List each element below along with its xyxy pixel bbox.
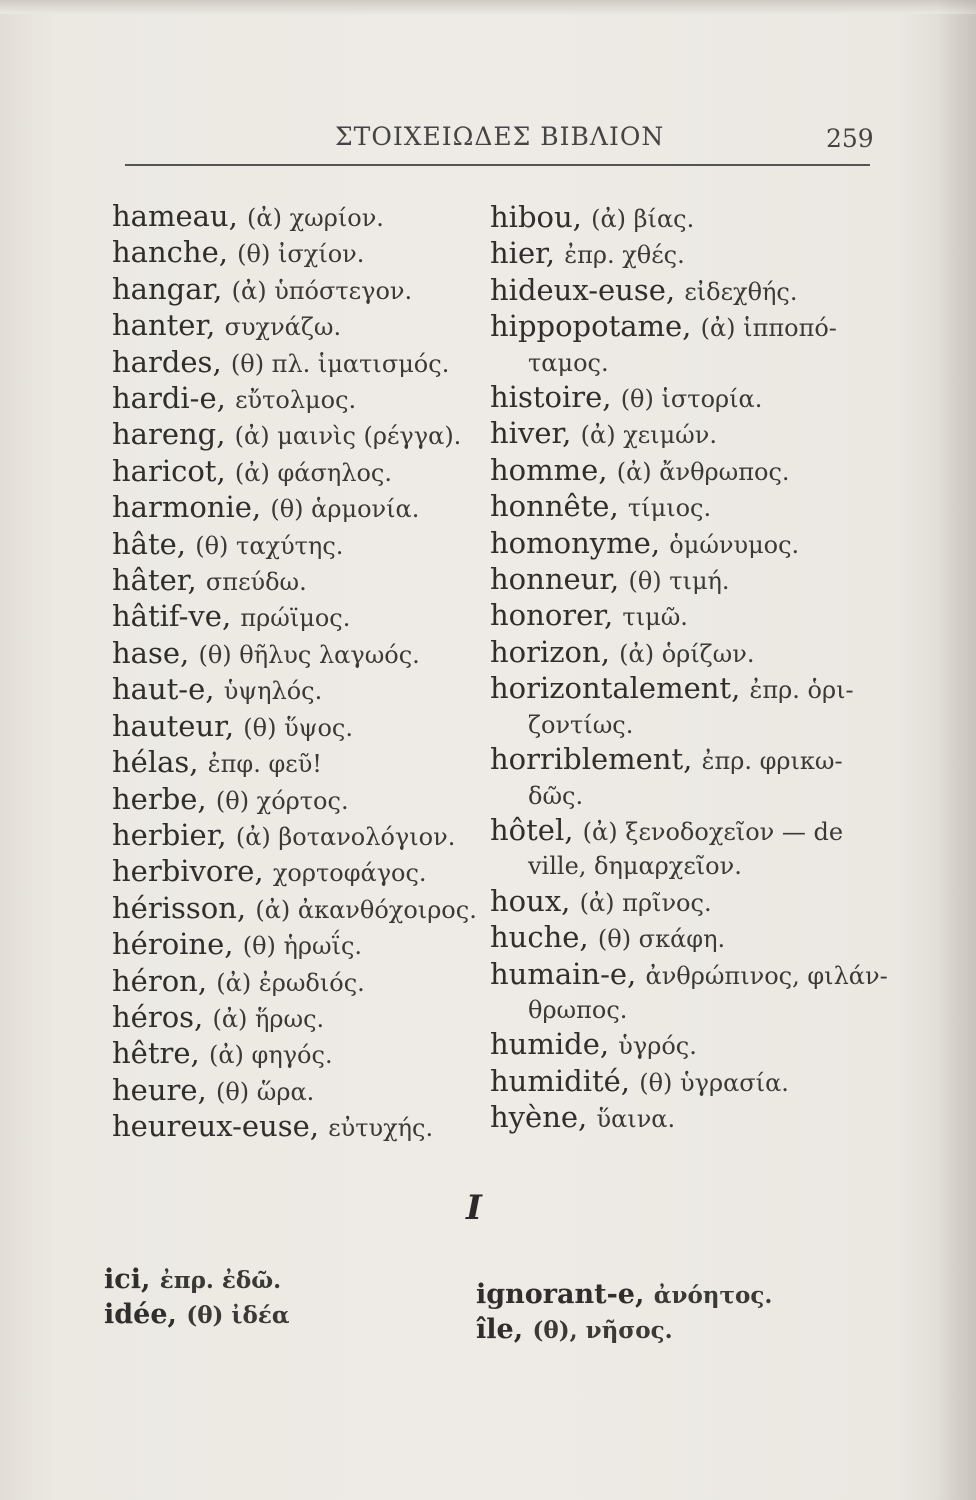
entry-gloss: (θ) θῆλυς λαγωός. — [198, 640, 420, 669]
entry-headword: hippopotame, — [490, 309, 692, 344]
header-rule — [125, 164, 870, 166]
entry-gloss: συχνάζω. — [224, 313, 342, 342]
entry-gloss: (ἀ) ἱπποπό- — [700, 314, 837, 343]
entry-gloss: τιμῶ. — [622, 603, 688, 632]
entry-gloss: ἐπρ. ἐδῶ. — [159, 1267, 282, 1294]
entry-headword: ignorant-e, — [476, 1279, 645, 1310]
section-i-right-column — [476, 1278, 896, 1348]
dictionary-entry — [112, 854, 472, 890]
entry-gloss: (ἀ) ἄνθρωπος. — [616, 457, 790, 486]
section-i-left-column — [104, 1263, 464, 1333]
entry-gloss: (θ) ὥρα. — [215, 1077, 315, 1106]
entry-gloss: (ἀ) χειμών. — [580, 421, 717, 450]
entry-gloss: εὔτολμος. — [235, 386, 357, 415]
page-top-edge — [0, 0, 976, 14]
entry-headword: héron, — [112, 963, 208, 998]
entry-headword: hardes, — [112, 344, 222, 379]
entry-gloss: εἰδεχθής. — [684, 277, 798, 306]
dictionary-entry — [112, 672, 472, 708]
dictionary-entry — [490, 598, 850, 634]
dictionary-entry — [490, 526, 850, 562]
dictionary-entry — [112, 818, 472, 854]
entry-gloss: (θ) ὕψος. — [243, 713, 353, 742]
dictionary-entry — [490, 453, 850, 489]
entry-headword: humain-e, — [490, 956, 637, 991]
dictionary-entry — [490, 273, 850, 309]
entry-gloss-continuation: δῶς. — [528, 781, 584, 810]
entry-headword: haut-e, — [112, 672, 215, 707]
entry-gloss: (θ) πλ. ἱματισμός. — [230, 349, 450, 378]
entry-gloss-continuation: ζοντίως. — [528, 710, 634, 739]
entry-gloss: τίμιος. — [627, 494, 712, 523]
entry-headword: hiver, — [490, 416, 572, 451]
entry-headword: hauteur, — [112, 708, 235, 743]
entry-gloss: ἐπρ. φρικω- — [701, 747, 843, 776]
entry-headword: hyène, — [490, 1100, 588, 1135]
entry-headword: homme, — [490, 452, 608, 487]
entry-gloss: ἐπφ. φεῦ! — [207, 750, 322, 779]
entry-gloss: χορτοφάγος. — [272, 859, 427, 888]
dictionary-entry — [490, 1100, 850, 1136]
dictionary-entry — [112, 927, 472, 963]
dictionary-entry — [112, 417, 472, 453]
entry-headword: hardi-e, — [112, 381, 226, 416]
dictionary-entry — [104, 1263, 464, 1298]
entry-gloss: (θ) σκάφη. — [597, 925, 726, 954]
entry-headword: ici, — [104, 1264, 151, 1295]
dictionary-entry — [490, 635, 850, 671]
dictionary-entry — [490, 884, 850, 920]
page-gutter-shadow — [936, 0, 976, 1500]
dictionary-entry — [490, 562, 850, 598]
entry-headword: héroine, — [112, 927, 234, 962]
dictionary-entry — [112, 381, 472, 417]
dictionary-entry — [112, 745, 472, 781]
entry-headword: humidité, — [490, 1063, 631, 1098]
entry-gloss-continuation: ταμος. — [528, 348, 609, 377]
entry-gloss: (ἀ) βίας. — [591, 205, 695, 233]
entry-gloss: (ἀ) ἀκανθόχοιρος. — [255, 895, 477, 924]
entry-gloss: σπεύδω. — [205, 568, 307, 597]
page-number: 259 — [826, 124, 874, 153]
entry-gloss: ἀνθρώπινος, φιλάν- — [645, 961, 888, 990]
entry-headword: hôtel, — [490, 812, 574, 847]
entry-gloss: ἀνόητος. — [653, 1282, 773, 1309]
entry-gloss: (θ), νῆσος. — [532, 1317, 673, 1344]
entry-gloss-continuation: θρωπος. — [528, 995, 628, 1024]
dictionary-entry — [112, 235, 472, 271]
dictionary-entry — [112, 308, 472, 344]
entry-headword: honorer, — [490, 598, 614, 633]
entry-headword: heure, — [112, 1072, 207, 1107]
dictionary-entry — [112, 1109, 472, 1145]
entry-headword: horizon, — [490, 634, 610, 669]
entry-headword: hâtif-ve, — [112, 599, 232, 634]
dictionary-entry — [476, 1313, 896, 1348]
entry-gloss: (ἀ) ξενοδοχεῖον — de — [582, 817, 844, 846]
entry-headword: hâter, — [112, 563, 197, 598]
right-column — [490, 200, 888, 1137]
entry-gloss: (θ) ἱστορία. — [620, 385, 763, 414]
entry-gloss: ὑψηλός. — [223, 677, 323, 706]
dictionary-entry — [112, 527, 472, 563]
entry-gloss: (ἀ) βοτανολόγιον. — [235, 822, 456, 851]
entry-gloss: (ἀ) πρῖνος. — [579, 888, 712, 917]
entry-gloss: (ἀ) μαινὶς (ρέγγα). — [234, 422, 462, 451]
entry-headword: idée, — [104, 1299, 177, 1330]
entry-gloss: ὁμώνυμος. — [669, 530, 800, 559]
entry-headword: horizontalement, — [490, 671, 741, 706]
entry-gloss: (ἀ) χωρίον. — [247, 204, 384, 232]
entry-headword: hideux-euse, — [490, 272, 676, 307]
entry-gloss: ὑγρός. — [618, 1032, 697, 1061]
dictionary-entry — [490, 1027, 850, 1063]
entry-headword: héros, — [112, 999, 204, 1034]
dictionary-entry — [490, 236, 850, 272]
entry-headword: harmonie, — [112, 490, 262, 525]
entry-headword: herbivore, — [112, 854, 264, 889]
dictionary-entry — [490, 813, 850, 884]
entry-gloss: ὕαινα. — [596, 1105, 676, 1134]
entry-gloss: (ἀ) ὁρίζων. — [619, 639, 755, 668]
dictionary-entry — [112, 345, 472, 381]
entry-gloss: (θ) ἡρωΐς. — [242, 932, 363, 961]
entry-headword: hase, — [112, 635, 190, 670]
entry-headword: houx, — [490, 883, 571, 918]
entry-headword: haricot, — [112, 453, 226, 488]
entry-headword: hier, — [490, 236, 556, 271]
entry-headword: hanche, — [112, 235, 228, 270]
dictionary-entry — [476, 1278, 896, 1313]
dictionary-entry — [112, 1073, 472, 1109]
dictionary-entry — [490, 489, 850, 525]
dictionary-entry — [490, 671, 854, 742]
dictionary-entry — [112, 599, 472, 635]
dictionary-entry — [112, 272, 472, 308]
entry-headword: huche, — [490, 920, 589, 955]
entry-gloss: (ἀ) ἐρωδιός. — [216, 968, 365, 997]
entry-gloss: (θ) ἰσχίον. — [237, 240, 365, 269]
dictionary-entry — [112, 563, 472, 599]
dictionary-entry — [112, 199, 472, 235]
dictionary-entry — [112, 1000, 472, 1036]
entry-gloss: (ἀ) φηγός. — [208, 1041, 333, 1070]
dictionary-entry — [112, 1036, 472, 1072]
entry-gloss: ἐπρ. ὁρι- — [749, 676, 854, 705]
entry-headword: homonyme, — [490, 525, 661, 560]
entry-gloss-continuation: ville, δημαρχεῖον. — [528, 852, 742, 881]
entry-gloss: εὐτυχής. — [328, 1114, 434, 1143]
dictionary-entry — [490, 920, 850, 956]
entry-gloss: (ἀ) ὑπόστεγον. — [231, 276, 413, 305]
entry-gloss: (θ) ὑγρασία. — [639, 1068, 789, 1097]
entry-gloss: (ἀ) φάσηλος. — [234, 458, 392, 487]
entry-headword: hâte, — [112, 526, 187, 561]
entry-gloss: (θ) ταχύτης. — [195, 531, 344, 560]
entry-headword: honneur, — [490, 562, 620, 597]
dictionary-entry — [490, 309, 850, 380]
entry-headword: hanter, — [112, 308, 216, 343]
entry-headword: hangar, — [112, 271, 223, 306]
dictionary-entry — [112, 890, 477, 927]
entry-headword: herbier, — [112, 817, 227, 852]
entry-gloss: (θ) χόρτος. — [215, 786, 349, 815]
dictionary-entry — [112, 636, 472, 672]
entry-headword: humide, — [490, 1027, 610, 1062]
dictionary-entry — [104, 1298, 464, 1333]
entry-headword: hameau, — [112, 199, 238, 233]
entry-gloss: (θ) τιμή. — [628, 567, 730, 596]
dictionary-entry — [490, 416, 850, 452]
entry-gloss: πρώϊμος. — [240, 604, 351, 633]
section-letter: I — [466, 1188, 482, 1228]
entry-headword: hérisson, — [112, 890, 247, 925]
entry-headword: histoire, — [490, 380, 612, 415]
dictionary-entry — [490, 200, 850, 236]
entry-headword: île, — [476, 1314, 524, 1345]
entry-headword: hareng, — [112, 417, 226, 452]
entry-gloss: (θ) ἁρμονία. — [270, 495, 420, 524]
dictionary-entry — [112, 709, 472, 745]
entry-headword: hélas, — [112, 745, 199, 780]
entry-headword: heureux-euse, — [112, 1109, 319, 1144]
entry-headword: honnête, — [490, 489, 619, 524]
entry-gloss: (θ) ἰδέα — [186, 1302, 290, 1329]
running-head: ΣΤΟΙΧΕΙΩΔΕΣ ΒΙΒΛΙΟΝ — [335, 122, 665, 151]
entry-headword: hêtre, — [112, 1036, 200, 1071]
dictionary-entry — [490, 956, 888, 1028]
dictionary-entry — [112, 490, 472, 526]
dictionary-entry — [112, 454, 472, 490]
dictionary-entry — [490, 1064, 850, 1100]
entry-gloss: (ἀ) ἥρως. — [212, 1004, 325, 1033]
dictionary-entry — [490, 742, 850, 813]
entry-gloss: ἐπρ. χθές. — [564, 241, 685, 270]
dictionary-entry — [490, 380, 850, 416]
entry-headword: horriblement, — [490, 742, 693, 777]
left-column — [112, 199, 477, 1146]
dictionary-entry — [112, 964, 472, 1000]
entry-headword: herbe, — [112, 781, 207, 816]
entry-headword: hibou, — [490, 200, 582, 234]
dictionary-entry — [112, 782, 472, 818]
